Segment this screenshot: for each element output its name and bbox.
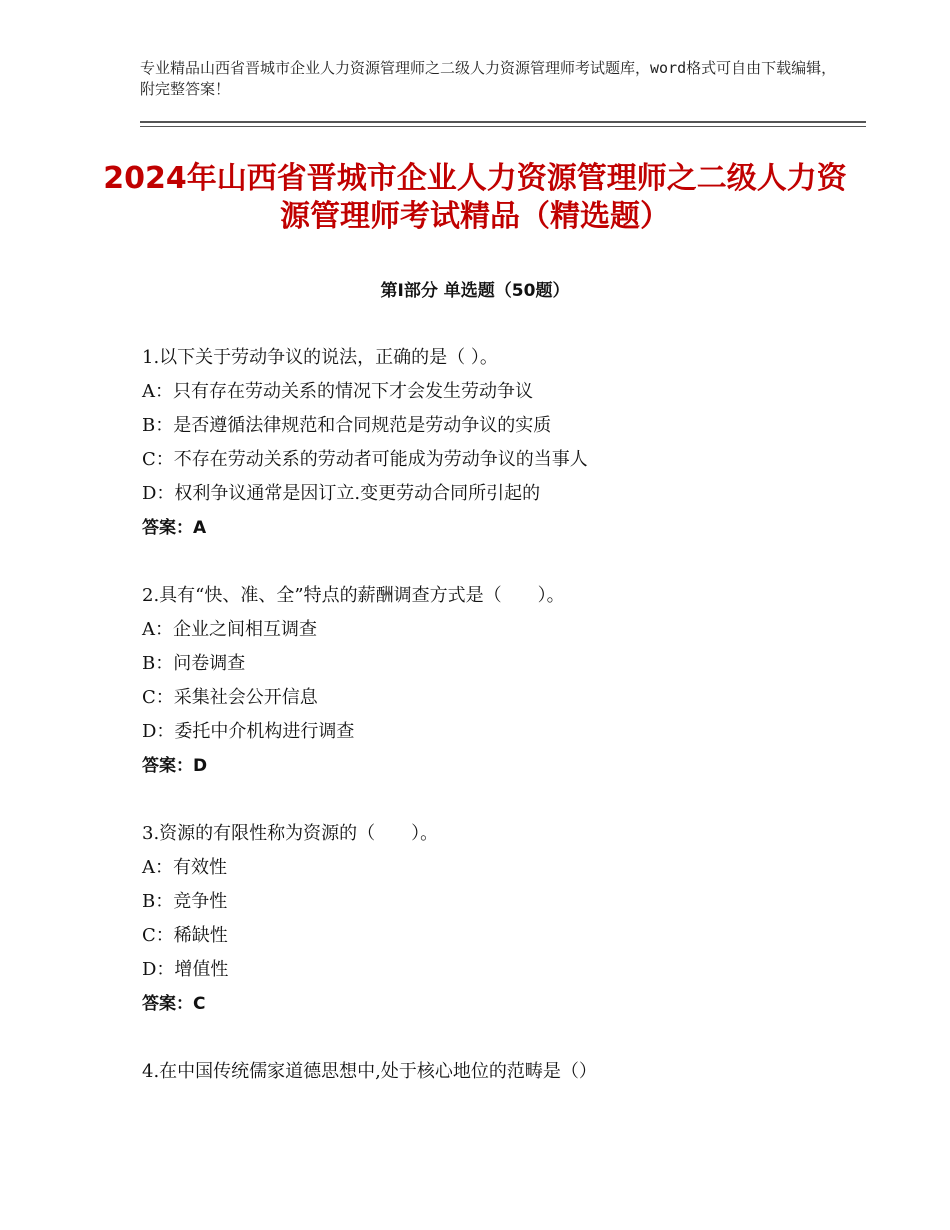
- question-2: [142, 582, 862, 786]
- question-1: [142, 344, 862, 548]
- question-spacer: [142, 548, 862, 582]
- question-list: [142, 344, 862, 1092]
- question-stem: 4.在中国传统儒家道德思想中,处于核心地位的范畴是（）: [142, 1061, 597, 1082]
- header-rule-thick: [140, 121, 866, 123]
- option-a: A：有效性: [142, 857, 227, 878]
- answer-prefix: 答案：: [142, 518, 193, 538]
- answer-value: D: [193, 756, 208, 776]
- answer-value: C: [193, 994, 206, 1014]
- question-spacer: [142, 786, 862, 820]
- section-heading: 第Ⅰ部分 单选题（50题）: [380, 281, 570, 301]
- answer-prefix: 答案：: [142, 756, 193, 776]
- option-c: C：稀缺性: [142, 925, 228, 946]
- option-c: C：采集社会公开信息: [142, 687, 318, 708]
- question-3: [142, 820, 862, 1024]
- question-stem: 1.以下关于劳动争议的说法，正确的是（ ）。: [142, 347, 498, 368]
- header-note: 专业精品山西省晋城市企业人力资源管理师之二级人力资源管理师考试题库，word格式可自由下载编辑，附完整答案！: [140, 59, 837, 98]
- option-a: A：企业之间相互调查: [142, 619, 317, 640]
- answer-value: A: [193, 518, 207, 538]
- option-d: D：权利争议通常是因订立.变更劳动合同所引起的: [142, 483, 541, 504]
- question-4: [142, 1058, 862, 1092]
- answer-line: [142, 990, 862, 1024]
- option-b: B：是否遵循法律规范和合同规范是劳动争议的实质: [142, 415, 552, 436]
- option-b: B：竞争性: [142, 891, 228, 912]
- header-rule-thin: [140, 126, 866, 127]
- option-a: A：只有存在劳动关系的情况下才会发生劳动争议: [142, 381, 533, 402]
- document-title: 2024年山西省晋城市企业人力资源管理师之二级人力资源管理师考试精品（精选题）: [103, 161, 847, 234]
- question-stem: 3.资源的有限性称为资源的（ ）。: [142, 823, 439, 844]
- answer-line: [142, 752, 862, 786]
- option-b: B：问卷调查: [142, 653, 246, 674]
- question-stem: 2.具有“快、准、全”特点的薪酬调查方式是（ ）。: [142, 585, 565, 606]
- option-d: D：委托中介机构进行调查: [142, 721, 355, 742]
- answer-prefix: 答案：: [142, 994, 193, 1014]
- answer-line: [142, 514, 862, 548]
- option-c: C：不存在劳动关系的劳动者可能成为劳动争议的当事人: [142, 449, 588, 470]
- option-d: D：增值性: [142, 959, 229, 980]
- question-spacer: [142, 1024, 862, 1058]
